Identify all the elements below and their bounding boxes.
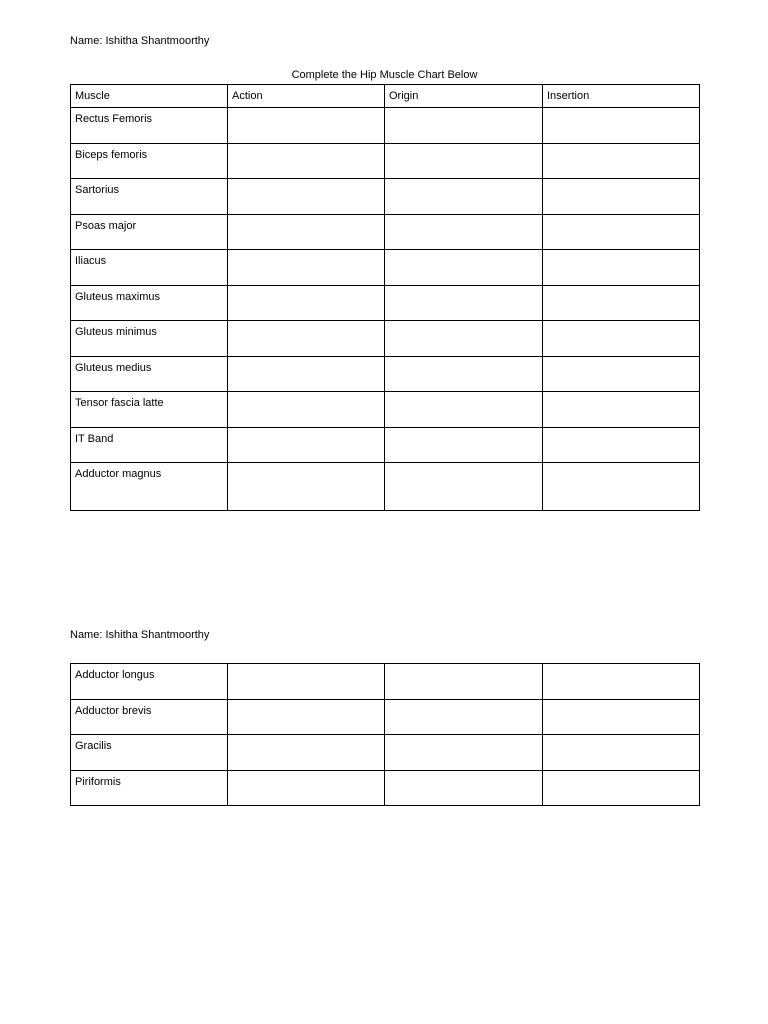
muscle-cell: Adductor longus bbox=[71, 664, 228, 700]
hip-muscle-chart-table-continued bbox=[70, 663, 700, 806]
table-row bbox=[71, 699, 700, 735]
origin-cell[interactable] bbox=[385, 699, 543, 735]
insertion-cell[interactable] bbox=[543, 699, 700, 735]
table-row bbox=[71, 664, 700, 700]
insertion-cell[interactable] bbox=[543, 392, 700, 428]
action-cell[interactable] bbox=[228, 735, 385, 771]
origin-cell[interactable] bbox=[385, 108, 543, 144]
table-header-row bbox=[71, 85, 700, 108]
table-row bbox=[71, 143, 700, 179]
header-action: Action bbox=[228, 85, 385, 108]
hip-muscle-chart-table bbox=[70, 84, 700, 511]
table-row bbox=[71, 463, 700, 511]
action-cell[interactable] bbox=[228, 699, 385, 735]
student-name: Name: Ishitha Shantmoorthy bbox=[70, 35, 210, 47]
origin-cell[interactable] bbox=[385, 664, 543, 700]
origin-cell[interactable] bbox=[385, 285, 543, 321]
action-cell[interactable] bbox=[228, 108, 385, 144]
insertion-cell[interactable] bbox=[543, 770, 700, 806]
muscle-cell: IT Band bbox=[71, 427, 228, 463]
insertion-cell[interactable] bbox=[543, 735, 700, 771]
table-row bbox=[71, 735, 700, 771]
action-cell[interactable] bbox=[228, 179, 385, 215]
muscle-cell: Gluteus minimus bbox=[71, 321, 228, 357]
action-cell[interactable] bbox=[228, 392, 385, 428]
origin-cell[interactable] bbox=[385, 392, 543, 428]
muscle-cell: Psoas major bbox=[71, 214, 228, 250]
action-cell[interactable] bbox=[228, 143, 385, 179]
chart-title: Complete the Hip Muscle Chart Below bbox=[291, 69, 478, 81]
origin-cell[interactable] bbox=[385, 427, 543, 463]
table-row bbox=[71, 179, 700, 215]
table-row bbox=[71, 214, 700, 250]
muscle-cell: Piriformis bbox=[71, 770, 228, 806]
muscle-cell: Rectus Femoris bbox=[71, 108, 228, 144]
table-row bbox=[71, 321, 700, 357]
origin-cell[interactable] bbox=[385, 321, 543, 357]
muscle-cell: Adductor magnus bbox=[71, 463, 228, 511]
muscle-cell: Gluteus maximus bbox=[71, 285, 228, 321]
muscle-cell: Iliacus bbox=[71, 250, 228, 286]
table-row bbox=[71, 250, 700, 286]
action-cell[interactable] bbox=[228, 664, 385, 700]
insertion-cell[interactable] bbox=[543, 250, 700, 286]
action-cell[interactable] bbox=[228, 214, 385, 250]
header-muscle: Muscle bbox=[71, 85, 228, 108]
table-row bbox=[71, 392, 700, 428]
action-cell[interactable] bbox=[228, 463, 385, 511]
origin-cell[interactable] bbox=[385, 735, 543, 771]
action-cell[interactable] bbox=[228, 321, 385, 357]
action-cell[interactable] bbox=[228, 770, 385, 806]
table-row bbox=[71, 285, 700, 321]
insertion-cell[interactable] bbox=[543, 664, 700, 700]
muscle-cell: Tensor fascia latte bbox=[71, 392, 228, 428]
muscle-cell: Adductor brevis bbox=[71, 699, 228, 735]
insertion-cell[interactable] bbox=[543, 285, 700, 321]
table-row bbox=[71, 108, 700, 144]
origin-cell[interactable] bbox=[385, 214, 543, 250]
table-row bbox=[71, 770, 700, 806]
header-insertion: Insertion bbox=[543, 85, 700, 108]
insertion-cell[interactable] bbox=[543, 179, 700, 215]
origin-cell[interactable] bbox=[385, 356, 543, 392]
insertion-cell[interactable] bbox=[543, 321, 700, 357]
header-origin: Origin bbox=[385, 85, 543, 108]
insertion-cell[interactable] bbox=[543, 214, 700, 250]
action-cell[interactable] bbox=[228, 356, 385, 392]
origin-cell[interactable] bbox=[385, 463, 543, 511]
action-cell[interactable] bbox=[228, 285, 385, 321]
muscle-cell: Gracilis bbox=[71, 735, 228, 771]
muscle-cell: Sartorius bbox=[71, 179, 228, 215]
origin-cell[interactable] bbox=[385, 770, 543, 806]
student-name-page-2: Name: Ishitha Shantmoorthy bbox=[70, 629, 210, 641]
table-row bbox=[71, 356, 700, 392]
muscle-cell: Gluteus medius bbox=[71, 356, 228, 392]
origin-cell[interactable] bbox=[385, 250, 543, 286]
insertion-cell[interactable] bbox=[543, 427, 700, 463]
insertion-cell[interactable] bbox=[543, 143, 700, 179]
action-cell[interactable] bbox=[228, 250, 385, 286]
table-row bbox=[71, 427, 700, 463]
origin-cell[interactable] bbox=[385, 143, 543, 179]
action-cell[interactable] bbox=[228, 427, 385, 463]
insertion-cell[interactable] bbox=[543, 108, 700, 144]
insertion-cell[interactable] bbox=[543, 356, 700, 392]
insertion-cell[interactable] bbox=[543, 463, 700, 511]
origin-cell[interactable] bbox=[385, 179, 543, 215]
muscle-cell: Biceps femoris bbox=[71, 143, 228, 179]
